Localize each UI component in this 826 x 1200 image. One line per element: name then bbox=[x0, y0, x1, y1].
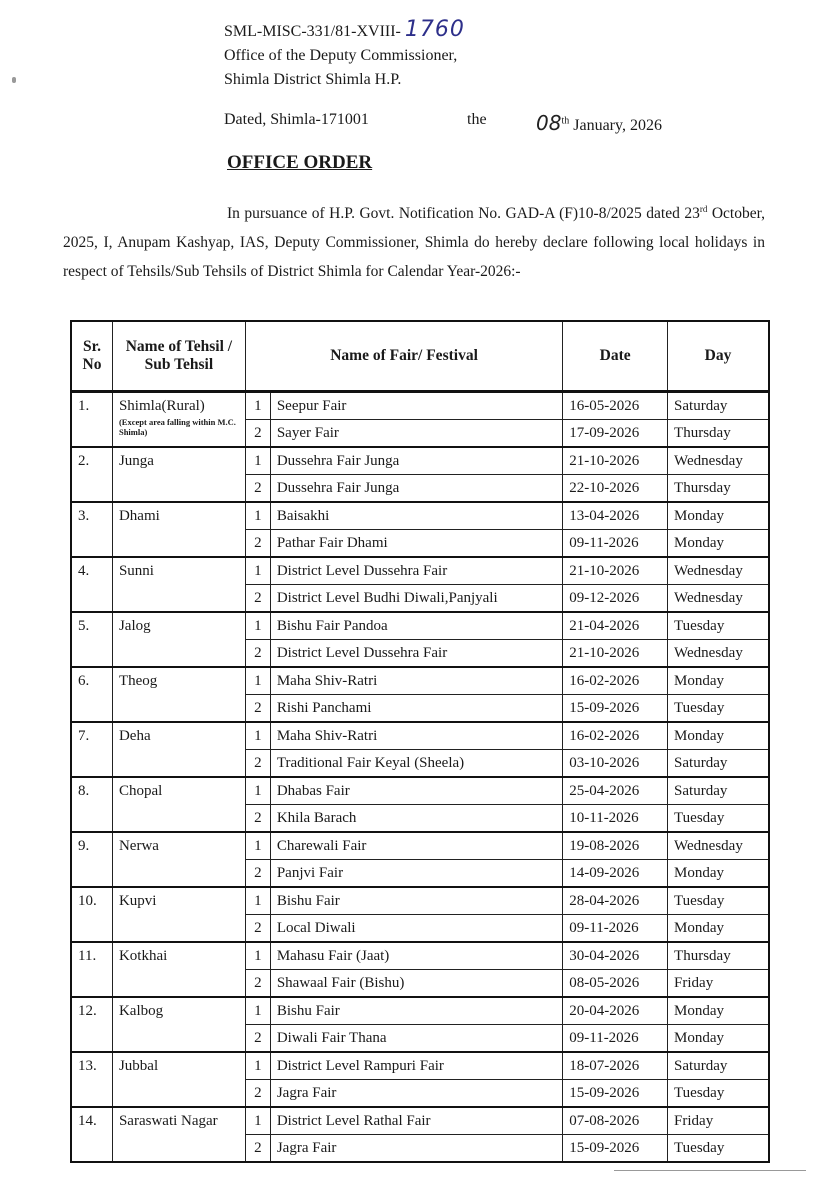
date-cell: 21-10-2026 bbox=[563, 557, 668, 585]
item-number-cell: 2 bbox=[245, 695, 270, 723]
date-cell: 15-09-2026 bbox=[563, 1080, 668, 1108]
tehsil-cell bbox=[112, 667, 245, 722]
tehsil-cell bbox=[112, 1052, 245, 1107]
date-cell: 14-09-2026 bbox=[563, 860, 668, 888]
day-cell: Thursday bbox=[668, 475, 769, 503]
sr-no-cell: 13. bbox=[71, 1052, 112, 1107]
tehsil-cell bbox=[112, 997, 245, 1052]
sr-no-cell: 2. bbox=[71, 447, 112, 502]
fair-name-cell: Bishu Fair Pandoa bbox=[270, 612, 562, 640]
tehsil-name: Kalbog bbox=[118, 1003, 164, 1019]
signature-line bbox=[614, 1170, 806, 1171]
tehsil-name: Sunni bbox=[118, 563, 154, 579]
tehsil-group bbox=[71, 557, 769, 612]
item-number-cell: 2 bbox=[245, 750, 270, 778]
date-cell: 20-04-2026 bbox=[563, 997, 668, 1025]
day-cell: Monday bbox=[668, 860, 769, 888]
day-cell: Wednesday bbox=[668, 832, 769, 860]
day-cell: Wednesday bbox=[668, 447, 769, 475]
tehsil-name: Saraswati Nagar bbox=[118, 1113, 218, 1129]
sr-no-cell: 4. bbox=[71, 557, 112, 612]
tehsil-name: Junga bbox=[118, 453, 154, 469]
day-cell: Wednesday bbox=[668, 585, 769, 613]
item-number-cell: 1 bbox=[245, 557, 270, 585]
tehsil-group bbox=[71, 722, 769, 777]
date-cell: 16-02-2026 bbox=[563, 722, 668, 750]
item-number-cell: 2 bbox=[245, 970, 270, 998]
date-cell: 18-07-2026 bbox=[563, 1052, 668, 1080]
fair-name-cell: Dhabas Fair bbox=[270, 777, 562, 805]
date-cell: 28-04-2026 bbox=[563, 887, 668, 915]
letter-header bbox=[224, 18, 465, 92]
header-date: Date bbox=[563, 321, 668, 392]
fair-name-cell: Dussehra Fair Junga bbox=[270, 475, 562, 503]
fair-name-cell: Sayer Fair bbox=[270, 420, 562, 448]
header-fair: Name of Fair/ Festival bbox=[245, 321, 562, 392]
sr-no-cell: 10. bbox=[71, 887, 112, 942]
item-number-cell: 1 bbox=[245, 777, 270, 805]
item-number-cell: 2 bbox=[245, 805, 270, 833]
item-number-cell: 2 bbox=[245, 475, 270, 503]
day-cell: Monday bbox=[668, 667, 769, 695]
date-cell: 08-05-2026 bbox=[563, 970, 668, 998]
day-cell: Tuesday bbox=[668, 695, 769, 723]
fair-name-cell: Maha Shiv-Ratri bbox=[270, 667, 562, 695]
date-cell: 19-08-2026 bbox=[563, 832, 668, 860]
item-number-cell: 2 bbox=[245, 640, 270, 668]
tehsil-name: Theog bbox=[118, 673, 158, 689]
date-cell: 09-11-2026 bbox=[563, 1025, 668, 1053]
tehsil-cell bbox=[112, 1107, 245, 1162]
tehsil-group bbox=[71, 832, 769, 887]
item-number-cell: 2 bbox=[245, 860, 270, 888]
fair-name-cell: District Level Dussehra Fair bbox=[270, 557, 562, 585]
table-row bbox=[71, 887, 769, 915]
item-number-cell: 1 bbox=[245, 832, 270, 860]
day-cell: Wednesday bbox=[668, 640, 769, 668]
tehsil-group bbox=[71, 942, 769, 997]
order-date bbox=[536, 111, 662, 135]
tehsil-name: Deha bbox=[118, 728, 151, 744]
tehsil-group bbox=[71, 1107, 769, 1162]
tehsil-name: Kupvi bbox=[118, 893, 157, 909]
tehsil-cell bbox=[112, 392, 245, 448]
date-cell: 25-04-2026 bbox=[563, 777, 668, 805]
day-cell: Monday bbox=[668, 502, 769, 530]
tehsil-name: Jalog bbox=[118, 618, 151, 634]
date-cell: 30-04-2026 bbox=[563, 942, 668, 970]
fair-name-cell: Seepur Fair bbox=[270, 392, 562, 420]
scan-speck bbox=[12, 77, 16, 83]
sr-no-cell: 11. bbox=[71, 942, 112, 997]
item-number-cell: 1 bbox=[245, 667, 270, 695]
tehsil-group bbox=[71, 777, 769, 832]
tehsil-cell bbox=[112, 612, 245, 667]
sr-no-cell: 14. bbox=[71, 1107, 112, 1162]
fair-name-cell: Jagra Fair bbox=[270, 1135, 562, 1163]
table-row bbox=[71, 1052, 769, 1080]
handwritten-day: 08 bbox=[536, 111, 562, 135]
item-number-cell: 2 bbox=[245, 1135, 270, 1163]
day-cell: Tuesday bbox=[668, 612, 769, 640]
tehsil-group bbox=[71, 502, 769, 557]
item-number-cell: 2 bbox=[245, 530, 270, 558]
table-header-row bbox=[71, 321, 769, 392]
paragraph-part-1: In pursuance of H.P. Govt. Notification No. GAD-A (F)10-8/2025 dated 23 bbox=[227, 205, 700, 223]
item-number-cell: 1 bbox=[245, 942, 270, 970]
paragraph-superscript: rd bbox=[699, 204, 708, 214]
sr-no-cell: 3. bbox=[71, 502, 112, 557]
table-row bbox=[71, 612, 769, 640]
item-number-cell: 1 bbox=[245, 1107, 270, 1135]
item-number-cell: 1 bbox=[245, 1052, 270, 1080]
fair-name-cell: Shawaal Fair (Bishu) bbox=[270, 970, 562, 998]
item-number-cell: 1 bbox=[245, 447, 270, 475]
table-row bbox=[71, 557, 769, 585]
tehsil-group bbox=[71, 447, 769, 502]
month-year: January, 2026 bbox=[573, 117, 662, 134]
item-number-cell: 2 bbox=[245, 1080, 270, 1108]
sr-no-cell: 9. bbox=[71, 832, 112, 887]
date-cell: 21-10-2026 bbox=[563, 447, 668, 475]
document-title: OFFICE ORDER bbox=[227, 152, 373, 173]
reference-line bbox=[224, 18, 465, 44]
date-cell: 09-11-2026 bbox=[563, 915, 668, 943]
fair-name-cell: Bishu Fair bbox=[270, 997, 562, 1025]
office-line-2: Shimla District Shimla H.P. bbox=[224, 71, 402, 88]
header-sr-no: Sr. No bbox=[71, 321, 112, 392]
fair-name-cell: Rishi Panchami bbox=[270, 695, 562, 723]
item-number-cell: 1 bbox=[245, 887, 270, 915]
fair-name-cell: Diwali Fair Thana bbox=[270, 1025, 562, 1053]
fair-name-cell: Khila Barach bbox=[270, 805, 562, 833]
sr-no-cell: 8. bbox=[71, 777, 112, 832]
paragraph-part-2: October, 2025, I, Anupam Kashyap, IAS, Deputy Commissioner, Shimla do hereby declare following local holidays in respect of Tehsils/Sub Tehsils of District Shimla for Calendar Year-2026:- bbox=[63, 205, 765, 281]
date-cell: 07-08-2026 bbox=[563, 1107, 668, 1135]
fair-name-cell: Charewali Fair bbox=[270, 832, 562, 860]
day-cell: Saturday bbox=[668, 1052, 769, 1080]
tehsil-name: Shimla(Rural) bbox=[118, 398, 205, 414]
fair-name-cell: District Level Budhi Diwali,Panjyali bbox=[270, 585, 562, 613]
table-row bbox=[71, 502, 769, 530]
day-cell: Saturday bbox=[668, 777, 769, 805]
table-row bbox=[71, 997, 769, 1025]
fair-name-cell: Dussehra Fair Junga bbox=[270, 447, 562, 475]
day-cell: Thursday bbox=[668, 420, 769, 448]
item-number-cell: 1 bbox=[245, 722, 270, 750]
table-row bbox=[71, 942, 769, 970]
table-row bbox=[71, 392, 769, 420]
fair-name-cell: Bishu Fair bbox=[270, 887, 562, 915]
item-number-cell: 1 bbox=[245, 612, 270, 640]
sr-no-cell: 12. bbox=[71, 997, 112, 1052]
reference-number: SML-MISC-331/81-XVIII- bbox=[224, 23, 401, 40]
header-tehsil: Name of Tehsil / Sub Tehsil bbox=[112, 321, 245, 392]
date-cell: 09-11-2026 bbox=[563, 530, 668, 558]
day-cell: Tuesday bbox=[668, 887, 769, 915]
day-cell: Thursday bbox=[668, 942, 769, 970]
day-cell: Tuesday bbox=[668, 1135, 769, 1163]
day-cell: Monday bbox=[668, 915, 769, 943]
sr-no-cell: 1. bbox=[71, 392, 112, 448]
day-cell: Saturday bbox=[668, 750, 769, 778]
tehsil-cell bbox=[112, 502, 245, 557]
sr-no-cell: 7. bbox=[71, 722, 112, 777]
date-cell: 17-09-2026 bbox=[563, 420, 668, 448]
day-cell: Tuesday bbox=[668, 1080, 769, 1108]
fair-name-cell: Pathar Fair Dhami bbox=[270, 530, 562, 558]
order-paragraph bbox=[63, 195, 765, 286]
tehsil-cell bbox=[112, 722, 245, 777]
fair-name-cell: District Level Dussehra Fair bbox=[270, 640, 562, 668]
date-cell: 16-02-2026 bbox=[563, 667, 668, 695]
day-cell: Friday bbox=[668, 1107, 769, 1135]
tehsil-group bbox=[71, 667, 769, 722]
item-number-cell: 2 bbox=[245, 585, 270, 613]
day-cell: Monday bbox=[668, 1025, 769, 1053]
tehsil-group bbox=[71, 392, 769, 448]
item-number-cell: 2 bbox=[245, 915, 270, 943]
dated-label: Dated, Shimla-171001 bbox=[224, 111, 369, 128]
date-cell: 09-12-2026 bbox=[563, 585, 668, 613]
item-number-cell: 2 bbox=[245, 1025, 270, 1053]
date-cell: 21-04-2026 bbox=[563, 612, 668, 640]
tehsil-name: Dhami bbox=[118, 508, 160, 524]
table-row bbox=[71, 777, 769, 805]
day-suffix: th bbox=[561, 115, 570, 127]
tehsil-cell bbox=[112, 777, 245, 832]
table-row bbox=[71, 447, 769, 475]
tehsil-group bbox=[71, 997, 769, 1052]
handwritten-number: 1760 bbox=[404, 17, 465, 42]
date-cell: 03-10-2026 bbox=[563, 750, 668, 778]
dated-line bbox=[224, 111, 694, 135]
table-row bbox=[71, 1107, 769, 1135]
item-number-cell: 1 bbox=[245, 502, 270, 530]
day-cell: Monday bbox=[668, 997, 769, 1025]
date-cell: 22-10-2026 bbox=[563, 475, 668, 503]
tehsil-cell bbox=[112, 447, 245, 502]
holidays-table bbox=[70, 320, 770, 1163]
tehsil-note: (Except area falling within M.C. Shimla) bbox=[118, 417, 236, 437]
fair-name-cell: District Level Rampuri Fair bbox=[270, 1052, 562, 1080]
tehsil-name: Nerwa bbox=[118, 838, 159, 854]
day-cell: Monday bbox=[668, 722, 769, 750]
day-cell: Wednesday bbox=[668, 557, 769, 585]
tehsil-name: Kotkhai bbox=[118, 948, 168, 964]
sr-no-cell: 6. bbox=[71, 667, 112, 722]
day-cell: Monday bbox=[668, 530, 769, 558]
tehsil-group bbox=[71, 1052, 769, 1107]
sr-no-cell: 5. bbox=[71, 612, 112, 667]
table-row bbox=[71, 832, 769, 860]
table-row bbox=[71, 667, 769, 695]
date-cell: 13-04-2026 bbox=[563, 502, 668, 530]
fair-name-cell: Jagra Fair bbox=[270, 1080, 562, 1108]
tehsil-group bbox=[71, 612, 769, 667]
tehsil-group bbox=[71, 887, 769, 942]
date-cell: 15-09-2026 bbox=[563, 695, 668, 723]
date-cell: 21-10-2026 bbox=[563, 640, 668, 668]
day-cell: Tuesday bbox=[668, 805, 769, 833]
tehsil-cell bbox=[112, 557, 245, 612]
fair-name-cell: Baisakhi bbox=[270, 502, 562, 530]
day-cell: Saturday bbox=[668, 392, 769, 420]
table-row bbox=[71, 722, 769, 750]
fair-name-cell: Local Diwali bbox=[270, 915, 562, 943]
fair-name-cell: District Level Rathal Fair bbox=[270, 1107, 562, 1135]
item-number-cell: 2 bbox=[245, 420, 270, 448]
tehsil-cell bbox=[112, 887, 245, 942]
date-cell: 16-05-2026 bbox=[563, 392, 668, 420]
tehsil-name: Chopal bbox=[118, 783, 163, 799]
date-cell: 10-11-2026 bbox=[563, 805, 668, 833]
tehsil-name: Jubbal bbox=[118, 1058, 159, 1074]
fair-name-cell: Traditional Fair Keyal (Sheela) bbox=[270, 750, 562, 778]
item-number-cell: 1 bbox=[245, 997, 270, 1025]
tehsil-cell bbox=[112, 832, 245, 887]
item-number-cell: 1 bbox=[245, 392, 270, 420]
the-label: the bbox=[467, 111, 487, 128]
fair-name-cell: Mahasu Fair (Jaat) bbox=[270, 942, 562, 970]
date-cell: 15-09-2026 bbox=[563, 1135, 668, 1163]
tehsil-cell bbox=[112, 942, 245, 997]
fair-name-cell: Panjvi Fair bbox=[270, 860, 562, 888]
header-day: Day bbox=[668, 321, 769, 392]
fair-name-cell: Maha Shiv-Ratri bbox=[270, 722, 562, 750]
day-cell: Friday bbox=[668, 970, 769, 998]
office-line-1: Office of the Deputy Commissioner, bbox=[224, 47, 458, 64]
